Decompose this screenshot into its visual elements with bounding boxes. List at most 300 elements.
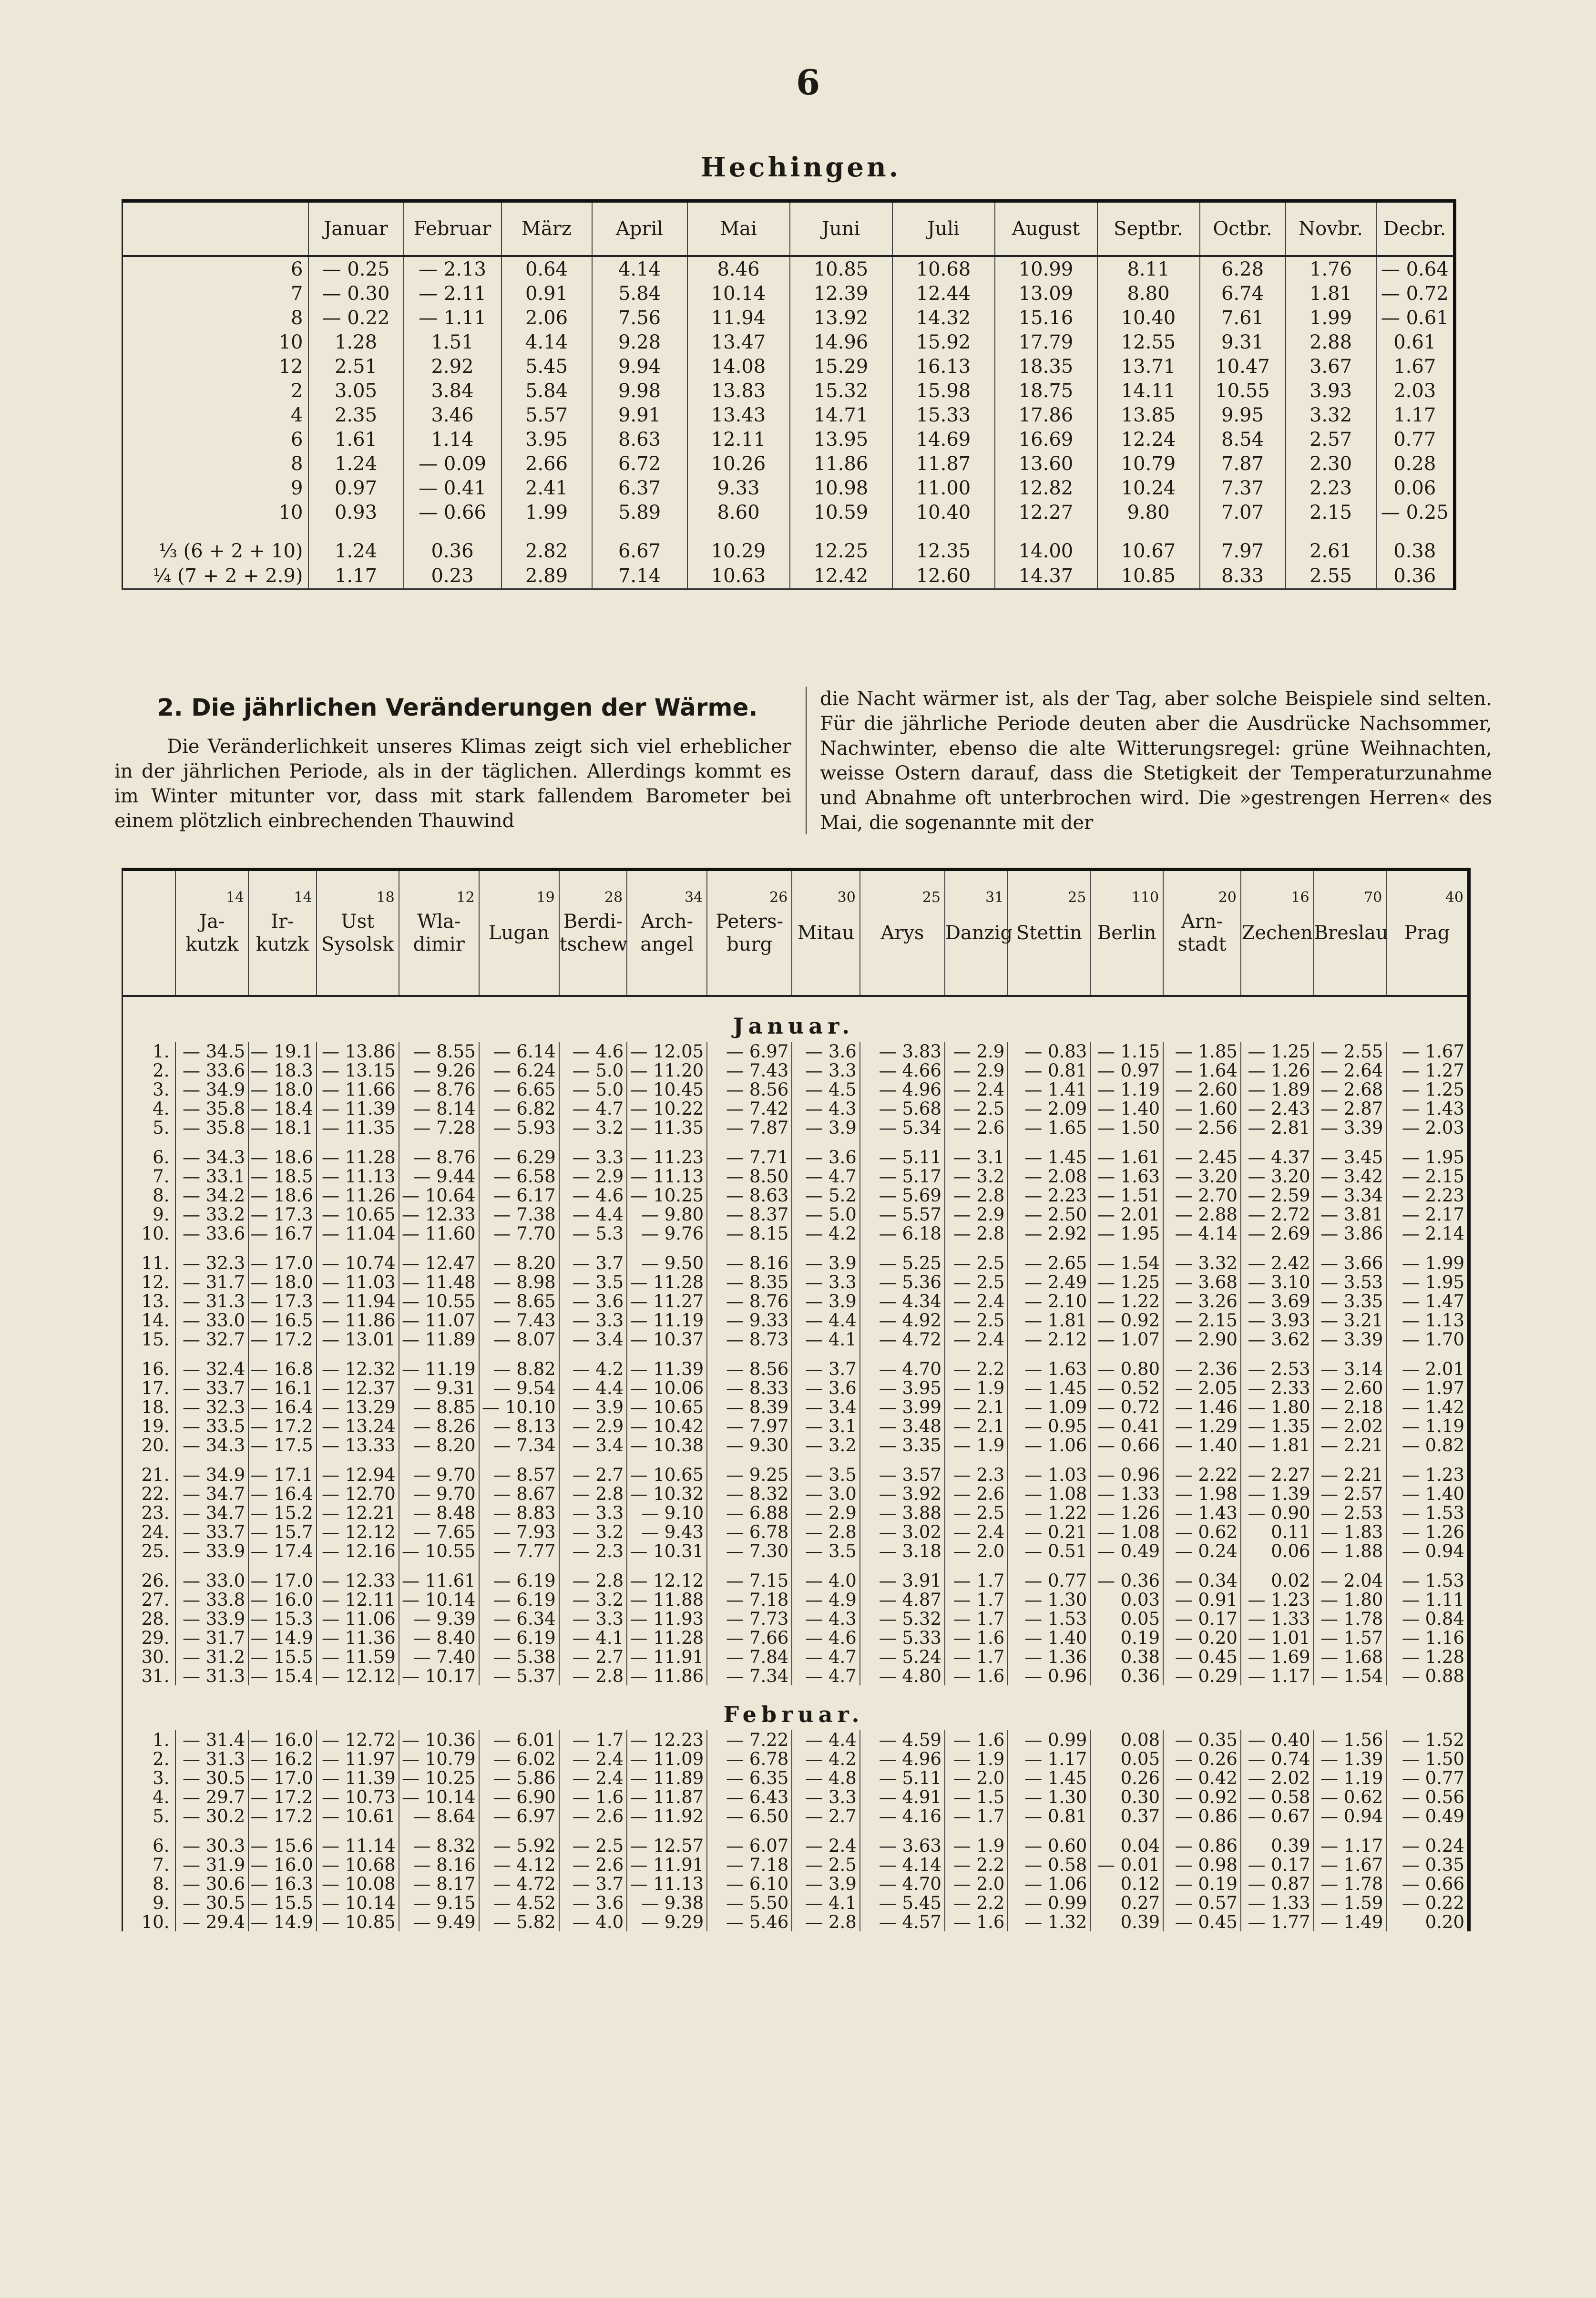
value-cell: 10.55 — [1200, 379, 1286, 403]
value-cell: — 12.05 — [627, 1042, 707, 1061]
value-cell: 10.98 — [790, 476, 892, 500]
value-cell: — 1.7 — [945, 1609, 1008, 1628]
day-label: 23. — [123, 1503, 176, 1522]
value-cell: — 16.3 — [248, 1874, 317, 1893]
value-cell: — 4.80 — [860, 1666, 945, 1685]
value-cell: 12.11 — [687, 427, 790, 451]
value-cell: — 12.32 — [317, 1359, 399, 1378]
value-cell: — 1.45 — [1008, 1768, 1090, 1787]
value-cell: — 30.2 — [175, 1806, 248, 1826]
gap-cell — [707, 1243, 792, 1253]
station-header — [627, 870, 707, 996]
value-cell: — 1.80 — [1314, 1590, 1387, 1609]
spacer-cell — [592, 524, 687, 539]
value-cell: — 1.16 — [1386, 1628, 1469, 1647]
day-label: 16. — [123, 1359, 176, 1378]
gap-cell — [945, 1349, 1008, 1359]
gap-cell — [792, 1349, 860, 1359]
month-row — [123, 996, 1469, 1042]
value-cell: — 7.93 — [479, 1522, 559, 1541]
value-cell: — 2.42 — [1241, 1253, 1314, 1272]
value-cell: — 3.10 — [1241, 1272, 1314, 1292]
value-cell: — 1.9 — [945, 1378, 1008, 1397]
day-label: 30. — [123, 1647, 176, 1666]
station-years: 70 — [1364, 889, 1382, 906]
value-cell: — 8.56 — [707, 1359, 792, 1378]
value-cell: — 8.32 — [707, 1484, 792, 1503]
gap-cell — [399, 1455, 479, 1465]
value-cell: — 2.5 — [945, 1099, 1008, 1118]
value-cell: — 3.5 — [792, 1465, 860, 1484]
value-cell: 0.23 — [404, 564, 501, 589]
gap-cell — [559, 1243, 627, 1253]
value-cell: — 5.33 — [860, 1628, 945, 1647]
value-cell: — 2.60 — [1314, 1378, 1387, 1397]
day-label: 21. — [123, 1465, 176, 1484]
value-cell: — 2.7 — [559, 1647, 627, 1666]
value-cell: — 0.49 — [1386, 1806, 1469, 1826]
value-cell: — 2.64 — [1314, 1061, 1387, 1080]
station-years: 12 — [456, 889, 475, 906]
value-cell: 0.06 — [1241, 1541, 1314, 1560]
station-header — [792, 870, 860, 996]
gap-cell — [1386, 1826, 1469, 1836]
value-cell: — 7.73 — [707, 1609, 792, 1628]
value-cell: — 3.18 — [860, 1541, 945, 1560]
value-cell: — 6.01 — [479, 1730, 559, 1749]
value-cell: — 4.0 — [559, 1912, 627, 1931]
value-cell: 8.54 — [1200, 427, 1286, 451]
value-cell: 0.77 — [1376, 427, 1455, 451]
value-cell: — 4.1 — [792, 1893, 860, 1912]
value-cell: — 0.35 — [1163, 1730, 1241, 1749]
value-cell: — 2.9 — [945, 1061, 1008, 1080]
value-cell: — 33.0 — [175, 1311, 248, 1330]
value-cell: — 1.56 — [1314, 1730, 1387, 1749]
col-header: August — [995, 201, 1097, 256]
value-cell: — 6.19 — [479, 1590, 559, 1609]
value-cell: — 5.93 — [479, 1118, 559, 1137]
gap-cell — [707, 1455, 792, 1465]
value-cell: — 3.3 — [792, 1272, 860, 1292]
value-cell: — 1.65 — [1008, 1118, 1090, 1137]
value-cell: — 17.3 — [248, 1205, 317, 1224]
value-cell: 16.69 — [995, 427, 1097, 451]
value-cell: 10.85 — [790, 256, 892, 281]
value-cell: — 2.21 — [1314, 1436, 1387, 1455]
value-cell: — 8.32 — [399, 1836, 479, 1855]
day-label: 20. — [123, 1436, 176, 1455]
value-cell: — 0.21 — [1008, 1522, 1090, 1541]
value-cell: 14.11 — [1097, 379, 1200, 403]
value-cell: — 9.44 — [399, 1167, 479, 1186]
value-cell: 2.88 — [1286, 330, 1376, 354]
gap-cell — [1386, 1137, 1469, 1148]
value-cell: — 10.73 — [317, 1787, 399, 1806]
value-cell: 10.29 — [687, 539, 790, 564]
value-cell: — 1.67 — [1314, 1855, 1387, 1874]
value-cell: — 0.09 — [404, 451, 501, 476]
value-cell: — 1.78 — [1314, 1609, 1387, 1628]
station-name: Peters-burg — [716, 911, 784, 955]
value-cell: — 6.82 — [479, 1099, 559, 1118]
value-cell: 14.96 — [790, 330, 892, 354]
station-name: Arn-stadt — [1177, 911, 1227, 955]
block-gap — [123, 1349, 1469, 1359]
value-cell: 3.32 — [1286, 403, 1376, 427]
value-cell: — 9.54 — [479, 1378, 559, 1397]
value-cell: — 2.2 — [945, 1893, 1008, 1912]
station-name: Ja-kutzk — [185, 911, 239, 955]
value-cell: — 11.03 — [317, 1272, 399, 1292]
value-cell: — 2.01 — [1386, 1359, 1469, 1378]
value-cell: — 5.69 — [860, 1186, 945, 1205]
value-cell: 12.44 — [892, 281, 995, 306]
station-name: Zechen — [1241, 922, 1313, 944]
value-cell: 13.85 — [1097, 403, 1200, 427]
value-cell: — 2.72 — [1241, 1205, 1314, 1224]
gap-cell — [479, 1560, 559, 1571]
block-gap — [123, 1455, 1469, 1465]
hechingen-header-row — [123, 201, 1455, 256]
value-cell: — 6.19 — [479, 1571, 559, 1590]
value-cell: 2.03 — [1376, 379, 1455, 403]
value-cell: 6.67 — [592, 539, 687, 564]
value-cell: — 7.97 — [707, 1416, 792, 1436]
value-cell: — 3.32 — [1163, 1253, 1241, 1272]
value-cell: — 4.4 — [792, 1730, 860, 1749]
value-cell: — 11.87 — [627, 1787, 707, 1806]
value-cell: — 9.70 — [399, 1484, 479, 1503]
value-cell: — 0.17 — [1241, 1855, 1314, 1874]
value-cell: 13.95 — [790, 427, 892, 451]
value-cell: 2.51 — [308, 354, 404, 379]
gap-cell — [1163, 1243, 1241, 1253]
value-cell: — 1.13 — [1386, 1311, 1469, 1330]
value-cell: — 2.70 — [1163, 1186, 1241, 1205]
gap-cell — [860, 1560, 945, 1571]
value-cell: — 8.55 — [399, 1042, 479, 1061]
value-cell: — 1.03 — [1008, 1465, 1090, 1484]
value-cell: — 34.7 — [175, 1503, 248, 1522]
value-cell: — 1.06 — [1008, 1874, 1090, 1893]
value-cell: — 16.0 — [248, 1855, 317, 1874]
day-label: 9. — [123, 1205, 176, 1224]
stations-table — [122, 868, 1471, 1931]
value-cell: — 1.49 — [1314, 1912, 1387, 1931]
value-cell: 10.47 — [1200, 354, 1286, 379]
row-label: 2 — [123, 379, 308, 403]
value-cell: — 2.4 — [945, 1330, 1008, 1349]
value-cell: — 3.48 — [860, 1416, 945, 1436]
value-cell: — 3.69 — [1241, 1292, 1314, 1311]
spacer-cell — [1200, 524, 1286, 539]
day-label: 17. — [123, 1378, 176, 1397]
value-cell: — 11.97 — [317, 1749, 399, 1768]
value-cell: — 0.01 — [1090, 1855, 1163, 1874]
value-cell: — 10.61 — [317, 1806, 399, 1826]
station-header — [860, 870, 945, 996]
value-cell: 13.60 — [995, 451, 1097, 476]
day-row — [123, 1836, 1469, 1855]
value-cell: — 5.37 — [479, 1666, 559, 1685]
value-cell: — 3.39 — [1314, 1118, 1387, 1137]
value-cell: 14.69 — [892, 427, 995, 451]
row-label: ¼ (7 + 2 + 2.9) — [123, 564, 308, 589]
value-cell: 7.61 — [1200, 306, 1286, 330]
value-cell: — 31.7 — [175, 1272, 248, 1292]
value-cell: — 8.83 — [479, 1503, 559, 1522]
value-cell: 5.89 — [592, 500, 687, 524]
value-cell: — 13.86 — [317, 1042, 399, 1061]
gap-cell — [1008, 1349, 1090, 1359]
value-cell: — 35.8 — [175, 1099, 248, 1118]
gap-cell — [1241, 1137, 1314, 1148]
value-cell: — 10.14 — [399, 1787, 479, 1806]
value-cell: 12.82 — [995, 476, 1097, 500]
value-cell: 0.97 — [308, 476, 404, 500]
value-cell: — 34.3 — [175, 1148, 248, 1167]
value-cell: 0.91 — [501, 281, 592, 306]
value-cell: — 1.32 — [1008, 1912, 1090, 1931]
value-cell: — 0.77 — [1386, 1768, 1469, 1787]
spacer-cell — [308, 524, 404, 539]
value-cell: — 1.7 — [559, 1730, 627, 1749]
value-cell: — 2.87 — [1314, 1099, 1387, 1118]
value-cell: — 18.6 — [248, 1148, 317, 1167]
value-cell: — 16.2 — [248, 1749, 317, 1768]
value-cell: — 1.89 — [1241, 1080, 1314, 1099]
value-cell: — 15.6 — [248, 1836, 317, 1855]
gap-cell — [559, 1455, 627, 1465]
value-cell: — 8.15 — [707, 1224, 792, 1243]
day-label: 18. — [123, 1397, 176, 1416]
value-cell: — 18.6 — [248, 1186, 317, 1205]
value-cell: — 15.3 — [248, 1609, 317, 1628]
col-header: Mai — [687, 201, 790, 256]
gap-cell — [123, 1826, 176, 1836]
value-cell: — 11.28 — [627, 1272, 707, 1292]
value-cell: 13.43 — [687, 403, 790, 427]
value-cell: — 2.02 — [1314, 1416, 1387, 1436]
value-cell: — 1.25 — [1241, 1042, 1314, 1061]
day-label: 31. — [123, 1666, 176, 1685]
value-cell: 11.00 — [892, 476, 995, 500]
value-cell: — 3.88 — [860, 1503, 945, 1522]
day-row — [123, 1874, 1469, 1893]
value-cell: 10.40 — [892, 500, 995, 524]
value-cell: — 2.8 — [559, 1484, 627, 1503]
day-row — [123, 1484, 1469, 1503]
value-cell: — 16.7 — [248, 1224, 317, 1243]
value-cell: — 1.54 — [1314, 1666, 1387, 1685]
value-cell: — 1.40 — [1008, 1628, 1090, 1647]
value-cell: — 1.22 — [1090, 1292, 1163, 1311]
station-name: Mitau — [797, 922, 855, 944]
value-cell: — 4.4 — [559, 1205, 627, 1224]
col-header: Septbr. — [1097, 201, 1200, 256]
day-label: 12. — [123, 1272, 176, 1292]
value-cell: — 0.17 — [1163, 1609, 1241, 1628]
hechingen-row — [123, 539, 1455, 564]
day-row — [123, 1397, 1469, 1416]
station-name: Arys — [880, 922, 924, 944]
value-cell: — 0.25 — [308, 256, 404, 281]
value-cell: — 8.64 — [399, 1806, 479, 1826]
gap-cell — [707, 1137, 792, 1148]
gap-cell — [860, 1349, 945, 1359]
hechingen-row — [123, 500, 1455, 524]
gap-cell — [860, 1243, 945, 1253]
value-cell: — 3.5 — [559, 1272, 627, 1292]
value-cell: — 7.22 — [707, 1730, 792, 1749]
gap-cell — [123, 1455, 176, 1465]
value-cell: — 3.83 — [860, 1042, 945, 1061]
value-cell: — 4.70 — [860, 1874, 945, 1893]
value-cell: — 2.8 — [559, 1571, 627, 1590]
value-cell: — 2.01 — [1090, 1205, 1163, 1224]
value-cell: — 0.92 — [1090, 1311, 1163, 1330]
value-cell: — 1.7 — [945, 1647, 1008, 1666]
value-cell: — 1.33 — [1090, 1484, 1163, 1503]
value-cell: — 10.08 — [317, 1874, 399, 1893]
value-cell: — 0.67 — [1241, 1806, 1314, 1826]
value-cell: 5.45 — [501, 354, 592, 379]
value-cell: 2.55 — [1286, 564, 1376, 589]
value-cell: — 2.33 — [1241, 1378, 1314, 1397]
value-cell: 1.81 — [1286, 281, 1376, 306]
value-cell: — 2.13 — [404, 256, 501, 281]
value-cell: — 1.63 — [1008, 1359, 1090, 1378]
value-cell: — 8.16 — [707, 1253, 792, 1272]
day-row — [123, 1893, 1469, 1912]
value-cell: — 7.40 — [399, 1647, 479, 1666]
value-cell: — 12.23 — [627, 1730, 707, 1749]
value-cell: — 0.94 — [1314, 1806, 1387, 1826]
value-cell: — 6.14 — [479, 1042, 559, 1061]
col-header: Juni — [790, 201, 892, 256]
value-cell: — 0.45 — [1163, 1647, 1241, 1666]
value-cell: — 0.83 — [1008, 1042, 1090, 1061]
value-cell: — 6.24 — [479, 1061, 559, 1080]
value-cell: — 10.06 — [627, 1378, 707, 1397]
hechingen-row — [123, 354, 1455, 379]
section-number: 2. — [157, 694, 183, 721]
value-cell: 0.38 — [1376, 539, 1455, 564]
row-label: 8 — [123, 451, 308, 476]
value-cell: — 1.54 — [1090, 1253, 1163, 1272]
value-cell: — 4.57 — [860, 1912, 945, 1931]
value-cell: — 7.70 — [479, 1224, 559, 1243]
value-cell: — 14.9 — [248, 1628, 317, 1647]
value-cell: 13.92 — [790, 306, 892, 330]
value-cell: 9.33 — [687, 476, 790, 500]
value-cell: 12.25 — [790, 539, 892, 564]
day-row — [123, 1118, 1469, 1137]
value-cell: — 1.17 — [1314, 1836, 1387, 1855]
day-row — [123, 1378, 1469, 1397]
value-cell: — 15.7 — [248, 1522, 317, 1541]
value-cell: — 4.3 — [792, 1609, 860, 1628]
station-header — [945, 870, 1013, 996]
gap-cell — [248, 1243, 317, 1253]
value-cell: — 9.15 — [399, 1893, 479, 1912]
value-cell: — 11.93 — [627, 1609, 707, 1628]
value-cell: — 0.60 — [1008, 1836, 1090, 1855]
value-cell: — 0.90 — [1241, 1503, 1314, 1522]
value-cell: — 34.5 — [175, 1042, 248, 1061]
value-cell: — 1.43 — [1163, 1503, 1241, 1522]
value-cell: — 0.57 — [1163, 1893, 1241, 1912]
gap-cell — [1008, 1560, 1090, 1571]
gap-cell — [317, 1137, 399, 1148]
value-cell: — 10.36 — [399, 1730, 479, 1749]
col-header: April — [592, 201, 687, 256]
value-cell: — 0.86 — [1163, 1806, 1241, 1826]
value-cell: 13.47 — [687, 330, 790, 354]
value-cell: — 8.73 — [707, 1330, 792, 1349]
value-cell: — 32.3 — [175, 1253, 248, 1272]
value-cell: — 2.03 — [1386, 1118, 1469, 1137]
value-cell: — 1.57 — [1314, 1628, 1387, 1647]
value-cell: — 3.9 — [559, 1397, 627, 1416]
value-cell: — 2.55 — [1314, 1042, 1387, 1061]
value-cell: — 11.26 — [317, 1186, 399, 1205]
gap-cell — [1386, 1455, 1469, 1465]
value-cell: — 1.23 — [1241, 1590, 1314, 1609]
value-cell: — 9.10 — [627, 1503, 707, 1522]
value-cell: — 7.34 — [707, 1666, 792, 1685]
value-cell: 9.28 — [592, 330, 687, 354]
value-cell: — 5.0 — [559, 1061, 627, 1080]
value-cell: — 11.28 — [317, 1148, 399, 1167]
station-header — [559, 870, 627, 996]
value-cell: — 13.33 — [317, 1436, 399, 1455]
gap-cell — [1163, 1137, 1241, 1148]
gap-cell — [175, 1243, 248, 1253]
day-row — [123, 1292, 1469, 1311]
value-cell: — 2.23 — [1008, 1186, 1090, 1205]
value-cell: — 2.02 — [1241, 1768, 1314, 1787]
gap-cell — [317, 1349, 399, 1359]
value-cell: — 5.11 — [860, 1768, 945, 1787]
section-title: Die jährlichen Veränderungen der Wärme. — [191, 694, 758, 721]
value-cell: — 12.12 — [317, 1522, 399, 1541]
value-cell: — 2.3 — [945, 1465, 1008, 1484]
value-cell: — 6.43 — [707, 1787, 792, 1806]
value-cell: 8.60 — [687, 500, 790, 524]
value-cell: — 1.09 — [1008, 1397, 1090, 1416]
value-cell: — 3.7 — [792, 1359, 860, 1378]
value-cell: — 0.64 — [1376, 256, 1455, 281]
value-cell: 8.33 — [1200, 564, 1286, 589]
value-cell: — 4.92 — [860, 1311, 945, 1330]
value-cell: 0.05 — [1090, 1749, 1163, 1768]
value-cell: — 33.1 — [175, 1167, 248, 1186]
value-cell: — 31.3 — [175, 1292, 248, 1311]
value-cell: — 5.45 — [860, 1893, 945, 1912]
value-cell: — 3.4 — [559, 1436, 627, 1455]
value-cell: — 3.35 — [1314, 1292, 1387, 1311]
value-cell: — 4.72 — [479, 1874, 559, 1893]
day-row — [123, 1465, 1469, 1484]
station-years: 25 — [922, 889, 941, 906]
station-years: 34 — [684, 889, 703, 906]
value-cell: — 2.15 — [1386, 1167, 1469, 1186]
month-label: Januar. — [733, 1013, 855, 1039]
value-cell: — 2.5 — [945, 1253, 1008, 1272]
gap-cell — [1386, 1243, 1469, 1253]
